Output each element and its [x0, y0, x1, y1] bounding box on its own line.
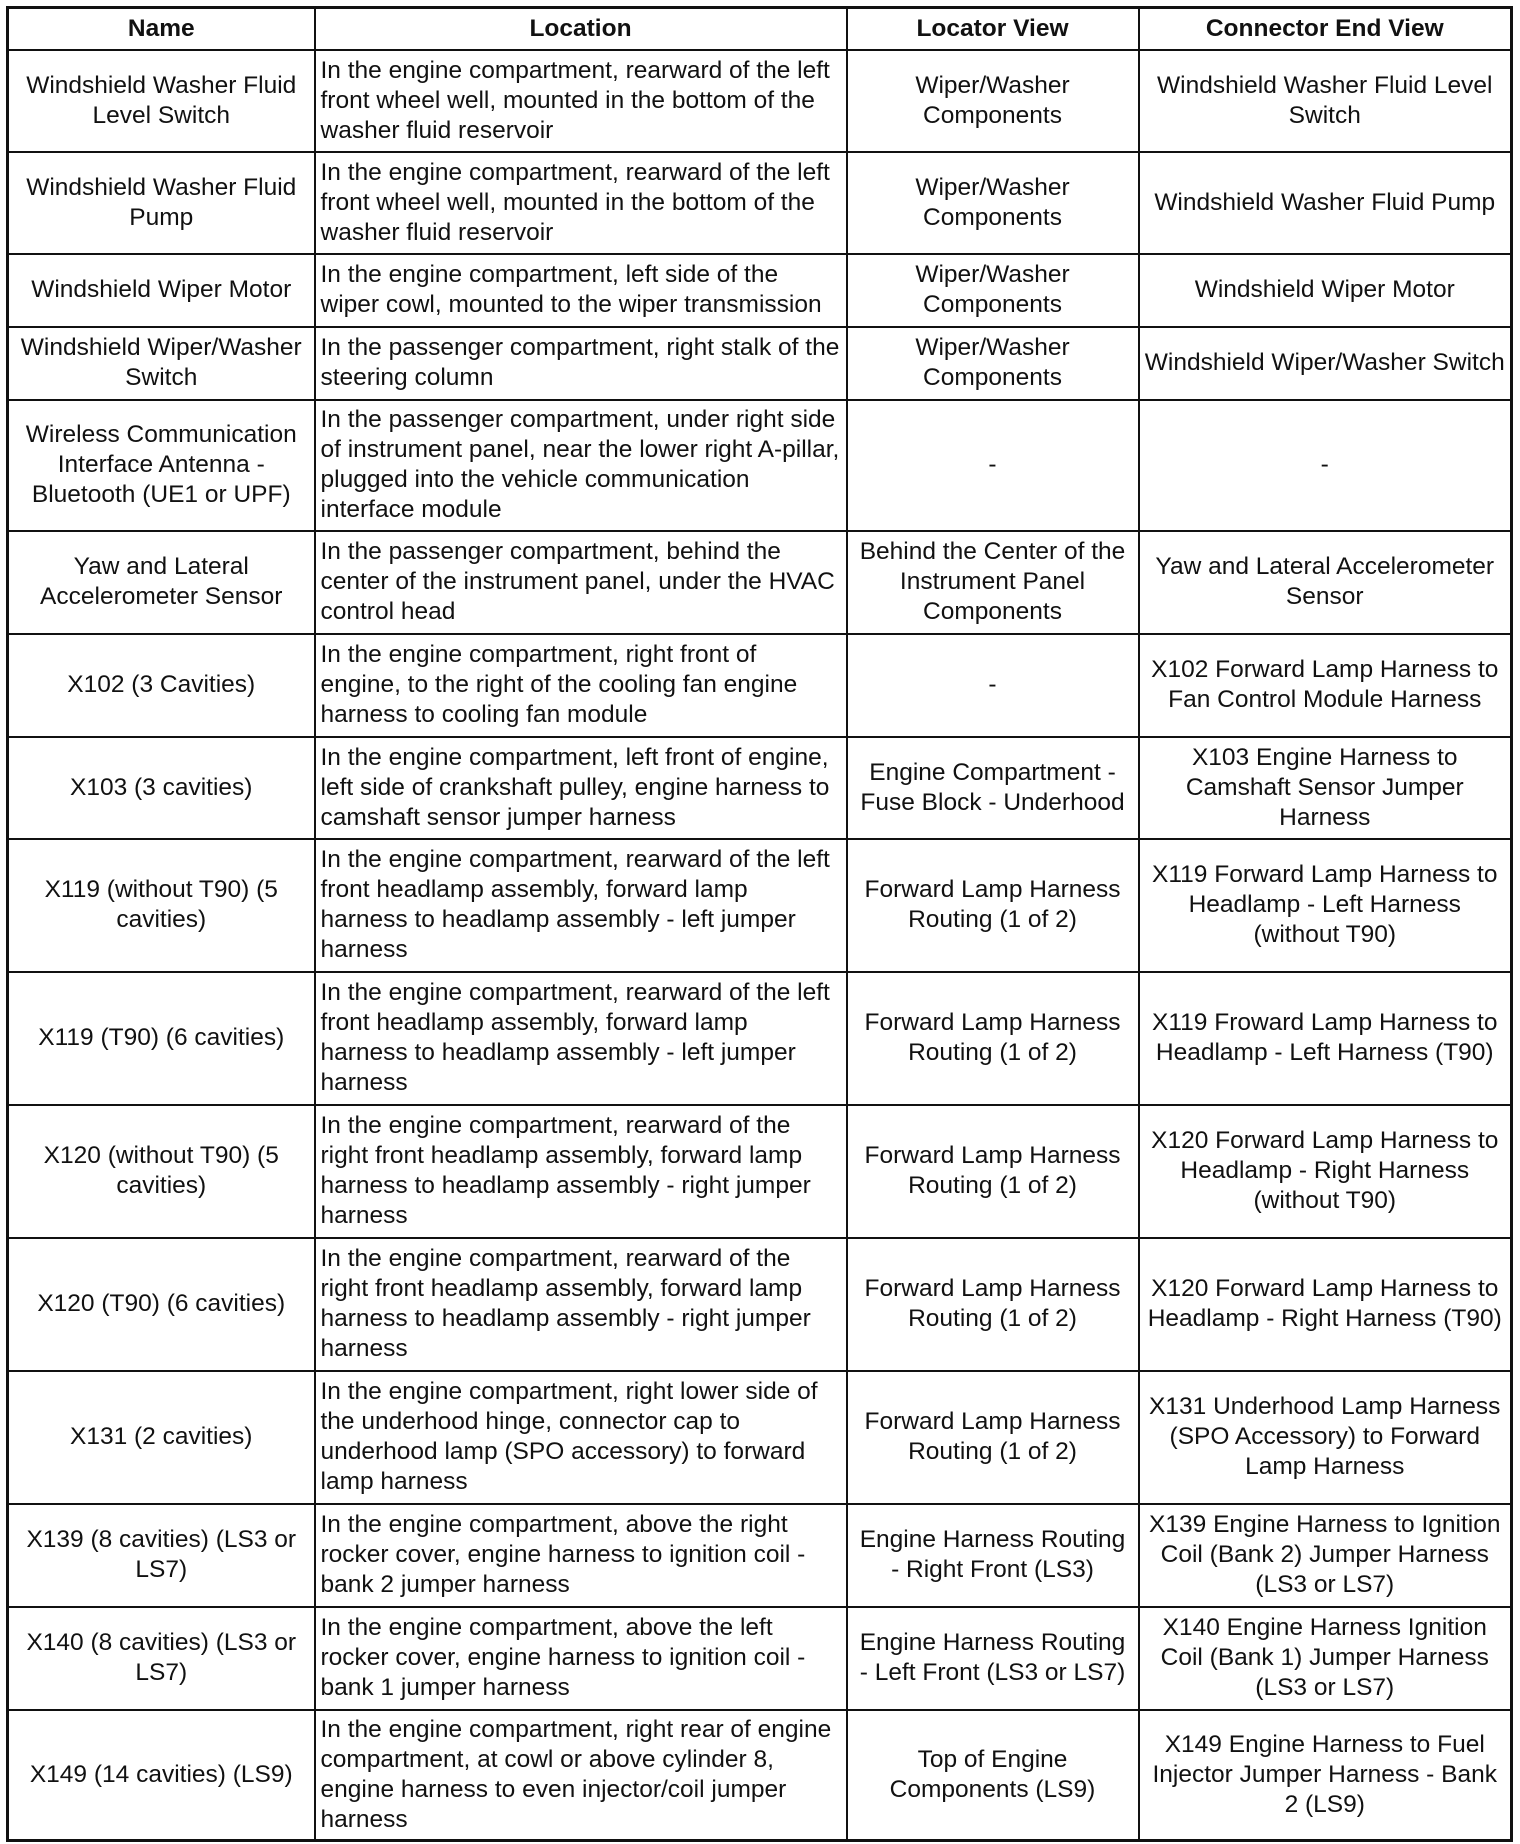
header-locator-view: Locator View	[847, 8, 1139, 50]
cell-name: Windshield Washer Fluid Level Switch	[8, 50, 315, 152]
table-row	[8, 1238, 1512, 1371]
cell-connector-end-view: X120 Forward Lamp Harness to Headlamp - Right Harness (without T90)	[1139, 1105, 1512, 1238]
cell-name: X119 (without T90) (5 cavities)	[8, 839, 315, 972]
cell-locator-view: Wiper/Washer Components	[847, 50, 1139, 152]
cell-location: In the engine compartment, rearward of the right front headlamp assembly, forward lamp harness to headlamp assembly - right jumper harness	[315, 1238, 847, 1371]
cell-connector-end-view: X119 Froward Lamp Harness to Headlamp - Left Harness (T90)	[1139, 972, 1512, 1105]
cell-name: X119 (T90) (6 cavities)	[8, 972, 315, 1105]
table-row	[8, 1105, 1512, 1238]
cell-location: In the engine compartment, left side of the wiper cowl, mounted to the wiper transmission	[315, 254, 847, 327]
cell-locator-view: -	[847, 400, 1139, 531]
cell-name: Windshield Wiper/Washer Switch	[8, 327, 315, 400]
table-body	[8, 50, 1512, 1841]
cell-location: In the passenger compartment, right stalk of the steering column	[315, 327, 847, 400]
cell-name: X120 (without T90) (5 cavities)	[8, 1105, 315, 1238]
cell-location: In the engine compartment, above the left rocker cover, engine harness to ignition coil - bank 1 jumper harness	[315, 1607, 847, 1710]
header-location: Location	[315, 8, 847, 50]
table-row	[8, 400, 1512, 531]
cell-connector-end-view: X120 Forward Lamp Harness to Headlamp - Right Harness (T90)	[1139, 1238, 1512, 1371]
cell-name: X140 (8 cavities) (LS3 or LS7)	[8, 1607, 315, 1710]
table-row	[8, 1607, 1512, 1710]
cell-locator-view: Wiper/Washer Components	[847, 327, 1139, 400]
cell-connector-end-view: Yaw and Lateral Accelerometer Sensor	[1139, 531, 1512, 634]
table-row	[8, 50, 1512, 152]
cell-locator-view: Wiper/Washer Components	[847, 254, 1139, 327]
cell-name: Windshield Wiper Motor	[8, 254, 315, 327]
cell-location: In the engine compartment, right lower side of the underhood hinge, connector cap to underhood lamp (SPO accessory) to forward lamp harness	[315, 1371, 847, 1504]
cell-name: Wireless Communication Interface Antenna - Bluetooth (UE1 or UPF)	[8, 400, 315, 531]
cell-location: In the engine compartment, rearward of the left front headlamp assembly, forward lamp harness to headlamp assembly - left jumper harness	[315, 839, 847, 972]
cell-locator-view: Forward Lamp Harness Routing (1 of 2)	[847, 1238, 1139, 1371]
table-row	[8, 839, 1512, 972]
cell-locator-view: Forward Lamp Harness Routing (1 of 2)	[847, 1105, 1139, 1238]
cell-connector-end-view: X119 Forward Lamp Harness to Headlamp - Left Harness (without T90)	[1139, 839, 1512, 972]
table-row	[8, 1371, 1512, 1504]
cell-connector-end-view: Windshield Washer Fluid Pump	[1139, 152, 1512, 254]
cell-locator-view: Engine Harness Routing - Left Front (LS3 or LS7)	[847, 1607, 1139, 1710]
cell-locator-view: Forward Lamp Harness Routing (1 of 2)	[847, 839, 1139, 972]
cell-locator-view: Engine Compartment - Fuse Block - Underhood	[847, 737, 1139, 839]
cell-name: X103 (3 cavities)	[8, 737, 315, 839]
table-row	[8, 531, 1512, 634]
cell-connector-end-view: Windshield Washer Fluid Level Switch	[1139, 50, 1512, 152]
cell-locator-view: Wiper/Washer Components	[847, 152, 1139, 254]
table-row	[8, 152, 1512, 254]
table-row	[8, 634, 1512, 737]
cell-locator-view: Forward Lamp Harness Routing (1 of 2)	[847, 972, 1139, 1105]
cell-location: In the engine compartment, right front of engine, to the right of the cooling fan engine harness to cooling fan module	[315, 634, 847, 737]
cell-location: In the passenger compartment, under right side of instrument panel, near the lower right A-pillar, plugged into the vehicle communication interface module	[315, 400, 847, 531]
cell-location: In the engine compartment, right rear of engine compartment, at cowl or above cylinder 8, engine harness to even injector/coil jumper harness	[315, 1710, 847, 1841]
cell-locator-view: -	[847, 634, 1139, 737]
cell-connector-end-view: X149 Engine Harness to Fuel Injector Jumper Harness - Bank 2 (LS9)	[1139, 1710, 1512, 1841]
cell-locator-view: Behind the Center of the Instrument Panel Components	[847, 531, 1139, 634]
connector-location-table	[6, 6, 1513, 1842]
table-row	[8, 327, 1512, 400]
table-row	[8, 254, 1512, 327]
cell-name: Yaw and Lateral Accelerometer Sensor	[8, 531, 315, 634]
cell-name: X102 (3 Cavities)	[8, 634, 315, 737]
cell-locator-view: Top of Engine Components (LS9)	[847, 1710, 1139, 1841]
cell-name: X149 (14 cavities) (LS9)	[8, 1710, 315, 1841]
cell-locator-view: Engine Harness Routing - Right Front (LS3)	[847, 1504, 1139, 1607]
cell-connector-end-view: -	[1139, 400, 1512, 531]
table-row	[8, 972, 1512, 1105]
cell-locator-view: Forward Lamp Harness Routing (1 of 2)	[847, 1371, 1139, 1504]
header-row	[8, 8, 1512, 50]
cell-connector-end-view: Windshield Wiper/Washer Switch	[1139, 327, 1512, 400]
cell-location: In the engine compartment, rearward of the left front wheel well, mounted in the bottom of the washer fluid reservoir	[315, 152, 847, 254]
cell-connector-end-view: X102 Forward Lamp Harness to Fan Control Module Harness	[1139, 634, 1512, 737]
cell-name: X139 (8 cavities) (LS3 or LS7)	[8, 1504, 315, 1607]
table-row	[8, 1504, 1512, 1607]
cell-name: X120 (T90) (6 cavities)	[8, 1238, 315, 1371]
table-header	[8, 8, 1512, 50]
cell-connector-end-view: X139 Engine Harness to Ignition Coil (Bank 2) Jumper Harness (LS3 or LS7)	[1139, 1504, 1512, 1607]
cell-location: In the engine compartment, rearward of the left front headlamp assembly, forward lamp harness to headlamp assembly - left jumper harness	[315, 972, 847, 1105]
cell-connector-end-view: X103 Engine Harness to Camshaft Sensor Jumper Harness	[1139, 737, 1512, 839]
cell-location: In the engine compartment, left front of engine, left side of crankshaft pulley, engine harness to camshaft sensor jumper harness	[315, 737, 847, 839]
cell-connector-end-view: X131 Underhood Lamp Harness (SPO Accessory) to Forward Lamp Harness	[1139, 1371, 1512, 1504]
header-name: Name	[8, 8, 315, 50]
cell-name: X131 (2 cavities)	[8, 1371, 315, 1504]
table-row	[8, 737, 1512, 839]
cell-connector-end-view: Windshield Wiper Motor	[1139, 254, 1512, 327]
cell-location: In the passenger compartment, behind the center of the instrument panel, under the HVAC control head	[315, 531, 847, 634]
cell-location: In the engine compartment, rearward of the left front wheel well, mounted in the bottom of the washer fluid reservoir	[315, 50, 847, 152]
connector-table-container	[6, 6, 1510, 1842]
cell-name: Windshield Washer Fluid Pump	[8, 152, 315, 254]
cell-location: In the engine compartment, above the right rocker cover, engine harness to ignition coil - bank 2 jumper harness	[315, 1504, 847, 1607]
cell-connector-end-view: X140 Engine Harness Ignition Coil (Bank 1) Jumper Harness (LS3 or LS7)	[1139, 1607, 1512, 1710]
header-connector-end-view: Connector End View	[1139, 8, 1512, 50]
table-row	[8, 1710, 1512, 1841]
cell-location: In the engine compartment, rearward of the right front headlamp assembly, forward lamp harness to headlamp assembly - right jumper harness	[315, 1105, 847, 1238]
